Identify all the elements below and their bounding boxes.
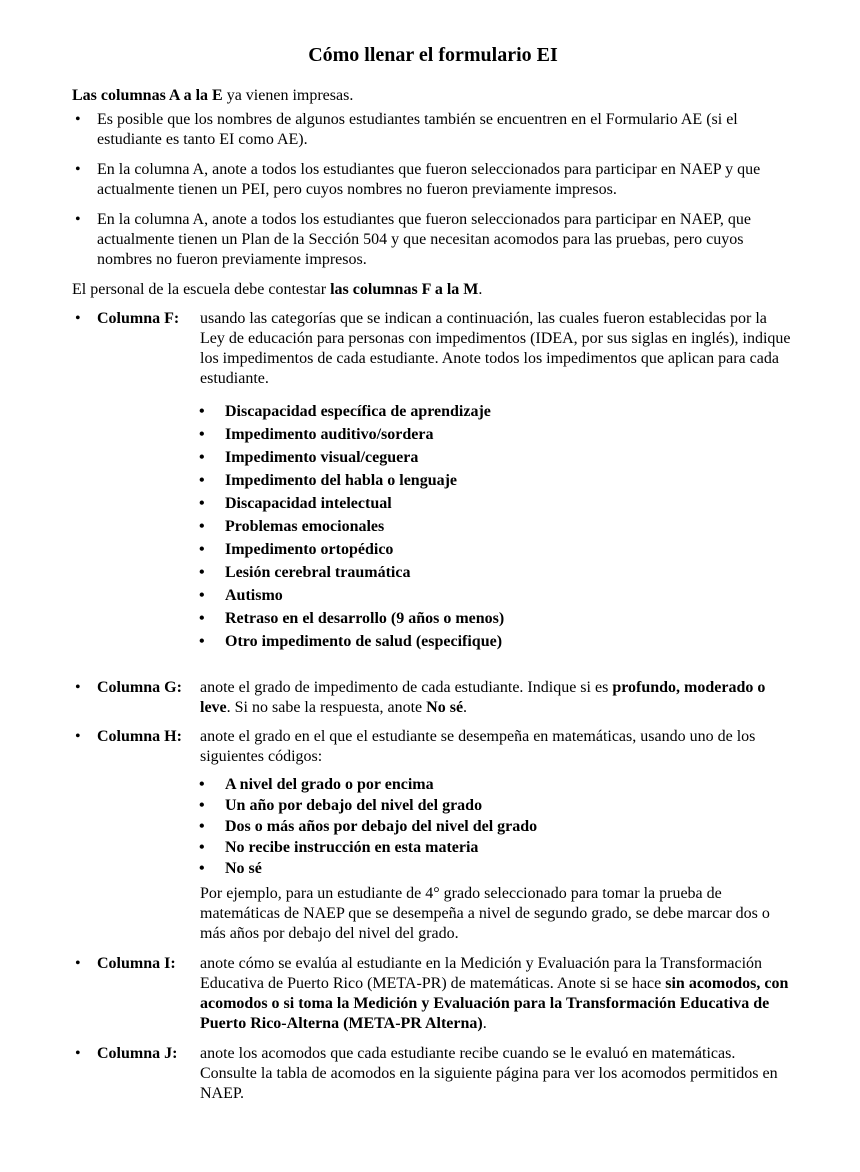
bullet-icon: • bbox=[199, 518, 205, 535]
grade-code-list bbox=[72, 775, 794, 879]
impediment-text: Problemas emocionales bbox=[225, 518, 385, 535]
impediment-item bbox=[199, 609, 794, 629]
grade-code-text: A nivel del grado o por encima bbox=[225, 776, 434, 793]
bullet-icon: • bbox=[75, 728, 81, 745]
bullet-icon: • bbox=[199, 587, 205, 604]
bullet-icon: • bbox=[75, 310, 81, 327]
column-g-description: anote el grado de impedimento de cada estudiante. Indique si es profundo, moderado o leve. Si no sabe la respuesta, anote No sé. bbox=[200, 679, 766, 716]
impediment-text: Lesión cerebral traumática bbox=[225, 564, 411, 581]
impediment-text: Retraso en el desarrollo (9 años o menos) bbox=[225, 610, 505, 627]
grade-code-text: No sé bbox=[225, 860, 262, 877]
bullet-icon: • bbox=[75, 955, 81, 972]
bullet-icon: • bbox=[199, 860, 205, 877]
column-h-row bbox=[72, 727, 794, 767]
bullet-icon: • bbox=[75, 161, 81, 178]
impediment-item bbox=[199, 540, 794, 560]
impediment-item bbox=[199, 517, 794, 537]
bullet-icon: • bbox=[199, 633, 205, 650]
page-title: Cómo llenar el formulario EI bbox=[308, 44, 558, 66]
bullet-icon: • bbox=[199, 839, 205, 856]
impediment-text: Impedimento visual/ceguera bbox=[225, 449, 419, 466]
column-j-label: Columna J: bbox=[97, 1045, 178, 1062]
intro-bullet-item bbox=[72, 110, 794, 150]
bullet-icon: • bbox=[199, 495, 205, 512]
impediment-text: Impedimento auditivo/sordera bbox=[225, 426, 434, 443]
column-f-label: Columna F: bbox=[97, 310, 180, 327]
bullet-icon: • bbox=[199, 818, 205, 835]
bullet-icon: • bbox=[199, 403, 205, 420]
intro-bullet-text: En la columna A, anote a todos los estudiantes que fueron seleccionados para participar en NAEP y que actualmente tienen un PEI, pero cuyos nombres no fueron previamente impresos. bbox=[97, 161, 761, 198]
impediment-text: Discapacidad intelectual bbox=[225, 495, 392, 512]
bullet-icon: • bbox=[199, 610, 205, 627]
impediment-text: Impedimento del habla o lenguaje bbox=[225, 472, 458, 489]
impediment-item bbox=[199, 402, 794, 422]
impediment-item bbox=[199, 471, 794, 491]
intro-bullet-list bbox=[72, 110, 794, 270]
column-f-row bbox=[72, 309, 794, 389]
column-g-row bbox=[72, 678, 794, 718]
impediment-text: Otro impedimento de salud (especifique) bbox=[225, 633, 503, 650]
bullet-icon: • bbox=[75, 1045, 81, 1062]
bullet-icon: • bbox=[199, 541, 205, 558]
bullet-icon: • bbox=[75, 111, 81, 128]
grade-code-item bbox=[199, 838, 794, 858]
impediment-text: Autismo bbox=[225, 587, 283, 604]
column-g-label: Columna G: bbox=[97, 679, 182, 696]
grade-code-text: Dos o más años por debajo del nivel del grado bbox=[225, 818, 538, 835]
impediment-item bbox=[199, 494, 794, 514]
column-h-description: anote el grado en el que el estudiante se desempeña en matemáticas, usando uno de los siguientes códigos: bbox=[200, 728, 756, 765]
column-i-label: Columna I: bbox=[97, 955, 176, 972]
intro-lead: Las columnas A a la E ya vienen impresas. bbox=[72, 87, 354, 104]
intro-bullet-item bbox=[72, 160, 794, 200]
bullet-icon: • bbox=[199, 449, 205, 466]
column-i-description: anote cómo se evalúa al estudiante en la Medición y Evaluación para la Transformación Educativa de Puerto Rico (META-PR) de matemáticas. Anote si se hace sin acomodos, con acomodos o si toma la Medición y Evaluación para la Transformación Educativa de Puerto Rico-Alterna (META-PR Alterna). bbox=[200, 955, 789, 1032]
impediment-text: Discapacidad específica de aprendizaje bbox=[225, 403, 491, 420]
intro-bullet-item bbox=[72, 210, 794, 270]
bullet-icon: • bbox=[199, 776, 205, 793]
bullet-icon: • bbox=[199, 426, 205, 443]
intro-bullet-text: Es posible que los nombres de algunos estudiantes también se encuentren en el Formulario AE (si el estudiante es tanto EI como AE). bbox=[97, 111, 738, 148]
impediment-item bbox=[199, 563, 794, 583]
example-paragraph: Por ejemplo, para un estudiante de 4° grado seleccionado para tomar la prueba de matemáticas de NAEP que se desempeña a nivel de segundo grado, se debe marcar dos o más años por debajo del nivel del grado. bbox=[200, 885, 770, 942]
bullet-icon: • bbox=[199, 797, 205, 814]
column-i-row bbox=[72, 954, 794, 1034]
grade-code-text: Un año por debajo del nivel del grado bbox=[225, 797, 483, 814]
bullet-icon: • bbox=[199, 564, 205, 581]
grade-code-item bbox=[199, 817, 794, 837]
bullet-icon: • bbox=[199, 472, 205, 489]
impediment-item bbox=[199, 448, 794, 468]
impediment-item bbox=[199, 586, 794, 606]
impediment-text: Impedimento ortopédico bbox=[225, 541, 394, 558]
grade-code-item bbox=[199, 796, 794, 816]
column-j-row bbox=[72, 1044, 794, 1104]
bullet-icon: • bbox=[75, 211, 81, 228]
intro-bullet-text: En la columna A, anote a todos los estudiantes que fueron seleccionados para participar en NAEP, que actualmente tienen un Plan de la Sección 504 y que necesitan acomodos para las pruebas, pero cuyos nombres no fueron previamente impresos. bbox=[97, 211, 752, 268]
impediment-item bbox=[199, 632, 794, 652]
grade-code-item bbox=[199, 859, 794, 879]
column-j-description: anote los acomodos que cada estudiante recibe cuando se le evaluó en matemáticas. Consulte la tabla de acomodos en la siguiente página para ver los acomodos permitidos en NAEP. bbox=[200, 1045, 778, 1102]
impediment-item bbox=[199, 425, 794, 445]
grade-code-text: No recibe instrucción en esta materia bbox=[225, 839, 479, 856]
staff-instruction: El personal de la escuela debe contestar las columnas F a la M. bbox=[72, 281, 483, 298]
bullet-icon: • bbox=[75, 679, 81, 696]
column-h-label: Columna H: bbox=[97, 728, 182, 745]
grade-code-item bbox=[199, 775, 794, 795]
impediment-list bbox=[72, 402, 794, 652]
column-f-description: usando las categorías que se indican a continuación, las cuales fueron establecidas por la Ley de educación para personas con impedimentos (IDEA, por sus siglas en inglés), indique los impedimentos de cada estudiante. Anote todos los impedimentos que aplican para cada estudiante. bbox=[200, 310, 791, 387]
